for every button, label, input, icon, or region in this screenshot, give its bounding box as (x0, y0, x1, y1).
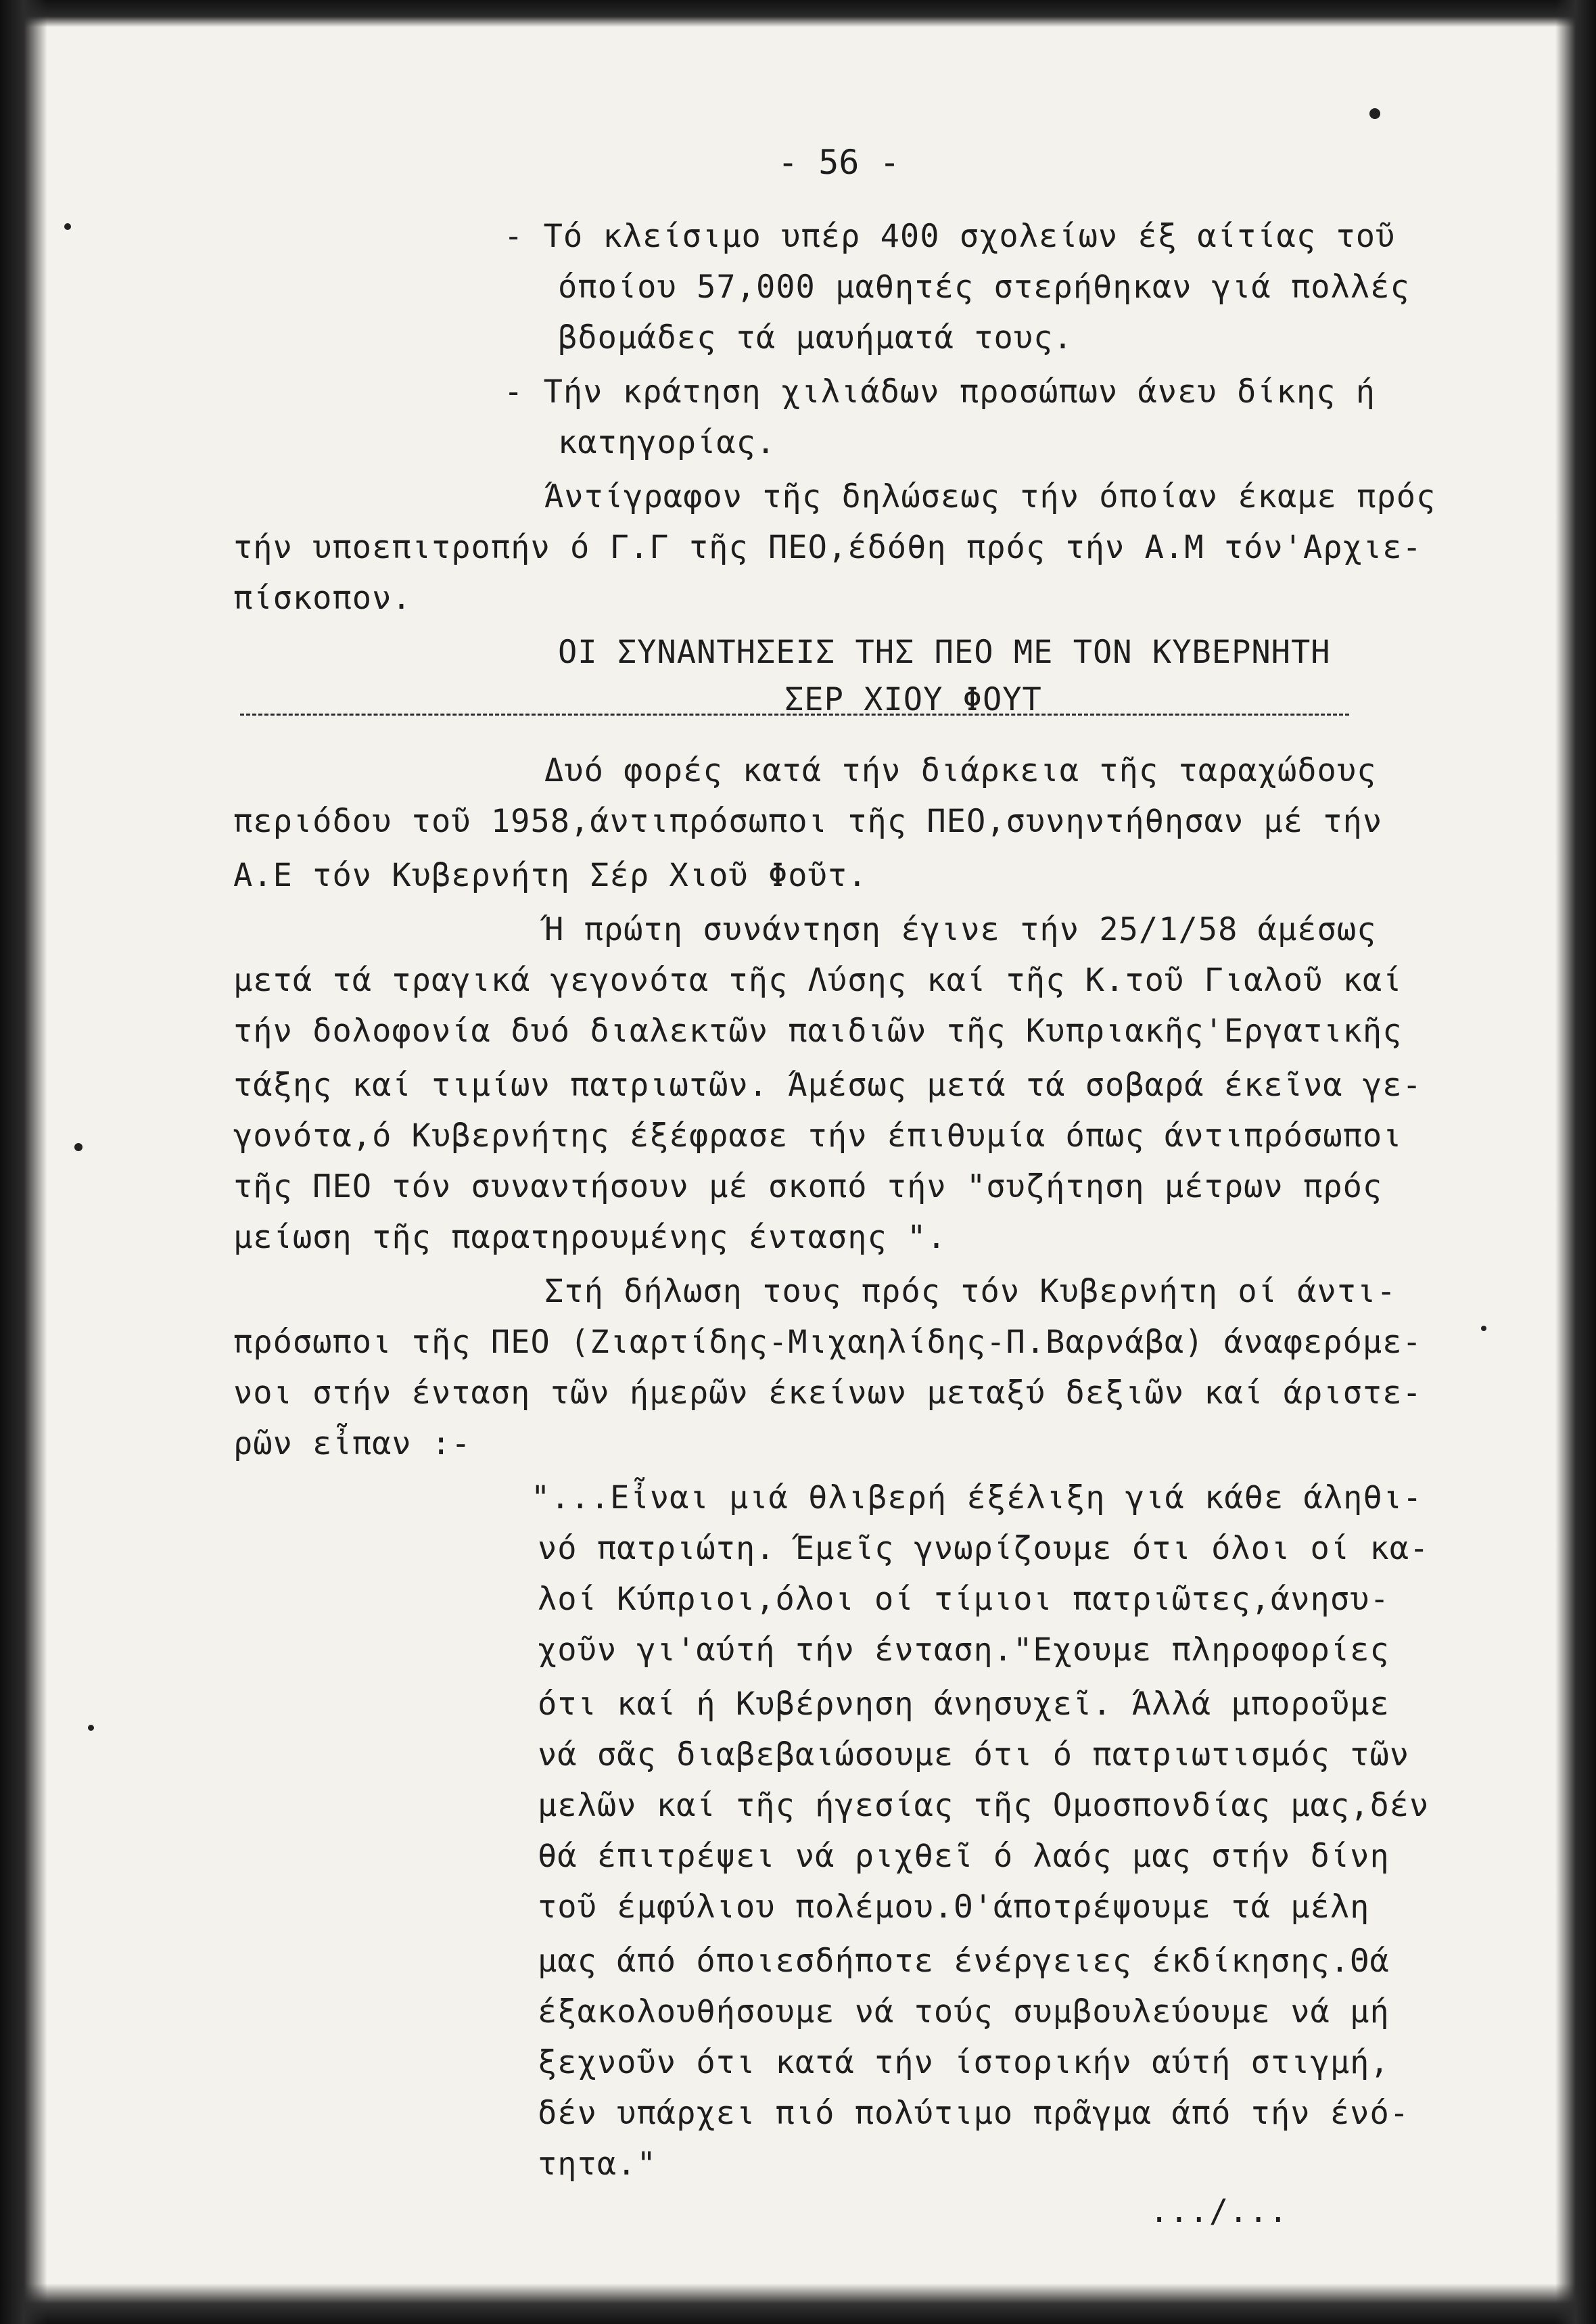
text-line: Στή δήλωση τους πρός τόν Κυβερνήτη οί άντι- (544, 1273, 1396, 1310)
text-line: τάξης καί τιμίων πατριωτῶν. Άμέσως μετά τά σοβαρά έκεῖνα γε- (233, 1067, 1422, 1104)
text-line: Α.Ε τόν Κυβερνήτη Σέρ Χιοῦ Φοῦτ. (233, 857, 868, 894)
text-line: τῆς ΠΕΟ τόν συναντήσουν μέ σκοπό τήν "συζήτηση μέτρων πρός (233, 1168, 1383, 1205)
text-line: τήν δολοφονία δυό διαλεκτῶν παιδιῶν τῆς Κυπριακῆς'Εργατικῆς (233, 1013, 1403, 1050)
speck (74, 1143, 83, 1151)
text-line: τήν υποεπιτροπήν ό Γ.Γ τῆς ΠΕΟ,έδόθη πρός τήν Α.Μ τόν'Αρχιε- (233, 529, 1422, 566)
text-line: - Τό κλείσιμο υπέρ 400 σχολείων έξ αίτίας τοῦ (504, 218, 1396, 255)
quote-line: μας άπό όποιεσδήποτε ένέργειες έκδίκησης.Θά (538, 1943, 1390, 1980)
text-line: Άντίγραφον τῆς δηλώσεως τήν όποίαν έκαμε πρός (544, 478, 1436, 515)
quote-line: μελῶν καί τῆς ήγεσίας τῆς Ομοσπονδίας μας,δέν (538, 1787, 1430, 1824)
text-line: όποίου 57,000 μαθητές στερήθηκαν γιά πολλές (558, 269, 1410, 306)
quote-line: δέν υπάρχει πιό πολύτιμο πρᾶγμα άπό τήν ένό- (538, 2095, 1410, 2132)
text-line: πίσκοπον. (233, 580, 412, 617)
continuation-mark: .../... (1150, 2193, 1289, 2230)
speck (1481, 1326, 1486, 1331)
text-line: ρῶν εἶπαν :- (233, 1425, 471, 1462)
quote-line: τητα." (538, 2145, 657, 2183)
quote-line: "...Εἶναι μιά θλιβερή έξέλιξη γιά κάθε άληθι- (531, 1479, 1423, 1516)
quote-line: θά έπιτρέψει νά ριχθεῖ ό λαός μας στήν δίνη (538, 1838, 1390, 1875)
quote-line: ξεχνοῦν ότι κατά τήν ίστορικήν αύτή στιγμή, (538, 2044, 1390, 2081)
quote-line: τοῦ έμφύλιου πολέμου.Θ'άποτρέψουμε τά μέλη (538, 1888, 1370, 1926)
quote-line: έξακολουθήσουμε νά τούς συμβουλεύουμε νά μή (538, 1993, 1390, 2030)
text-line: νοι στήν ένταση τῶν ήμερῶν έκείνων μεταξύ δεξιῶν καί άριστε- (233, 1374, 1422, 1412)
section-heading-subtitle: ΣΕΡ ΧΙΟΥ ΦΟΥΤ (784, 681, 1042, 718)
quote-line: λοί Κύπριοι,όλοι οί τίμιοι πατριῶτες,άνησυ- (538, 1581, 1390, 1618)
ink-dot (1369, 108, 1380, 119)
text-line: - Τήν κράτηση χιλιάδων προσώπων άνευ δίκης ή (504, 373, 1376, 411)
text-line: βδομάδες τά μαυήματά τους. (558, 319, 1073, 356)
quote-line: νό πατριώτη. Έμεῖς γνωρίζουμε ότι όλοι οί κα- (538, 1530, 1430, 1567)
scan-edge-left (0, 0, 47, 2324)
text-line: γονότα,ό Κυβερνήτης έξέφρασε τήν έπιθυμία όπως άντιπρόσωποι (233, 1117, 1403, 1155)
page-number: - 56 - (778, 143, 900, 182)
scan-edge-right (1555, 0, 1596, 2324)
scan-edge-top (0, 0, 1596, 27)
scan-edge-bottom (0, 2283, 1596, 2324)
quote-line: χοῦν γι'αύτή τήν ένταση."Εχουμε πληροφορίες (538, 1631, 1390, 1669)
speck (64, 223, 71, 230)
text-line: Δυό φορές κατά τήν διάρκεια τῆς ταραχώδους (544, 752, 1377, 789)
text-line: περιόδου τοῦ 1958,άντιπρόσωποι τῆς ΠΕΟ,συνηντήθησαν μέ τήν (233, 803, 1383, 840)
text-line: Ή πρώτη συνάντηση έγινε τήν 25/1/58 άμέσως (544, 911, 1377, 948)
quote-line: ότι καί ή Κυβέρνηση άνησυχεῖ. Άλλά μποροῦμε (538, 1686, 1390, 1723)
text-line: μετά τά τραγικά γεγονότα τῆς Λύσης καί τῆς Κ.τοῦ Γιαλοῦ καί (233, 962, 1403, 999)
quote-line: νά σᾶς διαβεβαιώσουμε ότι ό πατριωτισμός τῶν (538, 1736, 1410, 1773)
speck (88, 1725, 94, 1731)
text-line: μείωση τῆς παρατηρουμένης έντασης ". (233, 1219, 947, 1256)
section-heading: ΟΙ ΣΥΝΑΝΤΗΣΕΙΣ ΤΗΣ ΠΕΟ ΜΕ ΤΟΝ ΚΥΒΕΡΝΗΤΗ (558, 634, 1331, 671)
text-line: πρόσωποι τῆς ΠΕΟ (Ζιαρτίδης-Μιχαηλίδης-Π.Βαρνάβα) άναφερόμε- (233, 1324, 1422, 1361)
text-line: κατηγορίας. (558, 424, 776, 461)
